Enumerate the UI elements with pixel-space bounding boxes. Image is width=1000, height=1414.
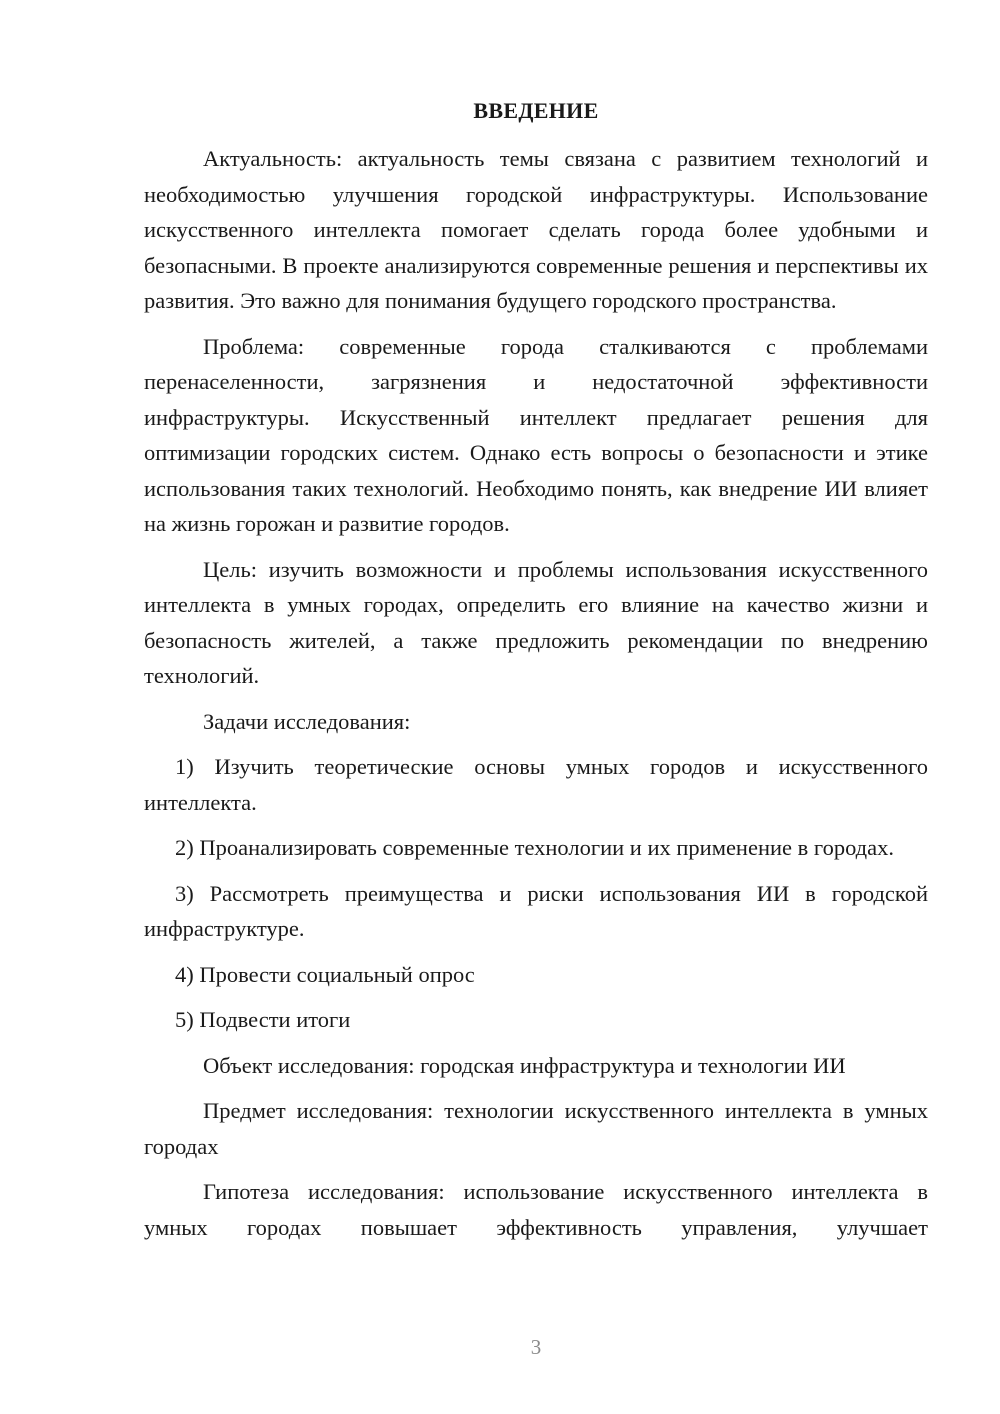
object-paragraph: Объект исследования: городская инфраструктура и технологии ИИ — [203, 1052, 846, 1078]
task-item-2: 2) Проанализировать современные технологии и их применение в городах. — [175, 835, 894, 860]
relevance-paragraph: Актуальность: актуальность темы связана с развитием технологий и необходимостью улучшения городской инфраструктуры. Использование искусственного интеллекта помогает сделать города более удобными и безопасными. В проекте анализируются современные решения и перспективы их развития. Это важно для понимания будущего городского пространства. — [144, 146, 928, 313]
document-body — [144, 141, 928, 1255]
page-number: 3 — [530, 1335, 542, 1359]
task-item-3: 3) Рассмотреть преимущества и риски использования ИИ в городской инфраструктуре. — [144, 880, 928, 941]
task-item-4: 4) Провести социальный опрос — [175, 961, 475, 987]
goal-paragraph: Цель: изучить возможности и проблемы использования искусственного интеллекта в умных городах, определить его влияние на качество жизни и безопасность жителей, а также предложить рекомендации по внедрению технологий. — [144, 556, 928, 688]
task-item-5: 5) Подвести итоги — [175, 1007, 351, 1032]
hypothesis-paragraph: Гипотеза исследования: использование искусственного интеллекта в умных городах повышает эффективность управления, улучшает — [144, 1179, 928, 1240]
page-title: ВВЕДЕНИЕ — [473, 98, 599, 123]
problem-paragraph: Проблема: современные города сталкиваются с проблемами перенаселенности, загрязнения и недостаточной эффективности инфраструктуры. Искусственный интеллект предлагает решения для оптимизации городских систем. Однако есть вопросы о безопасности и этике использования таких технологий. Необходимо понять, как внедрение ИИ влияет на жизнь горожан и развитие городов. — [144, 333, 928, 536]
task-item-1: 1) Изучить теоретические основы умных городов и искусственного интеллекта. — [144, 754, 928, 815]
tasks-heading: Задачи исследования: — [203, 708, 411, 734]
subject-paragraph: Предмет исследования: технологии искусственного интеллекта в умных городах — [144, 1098, 928, 1159]
